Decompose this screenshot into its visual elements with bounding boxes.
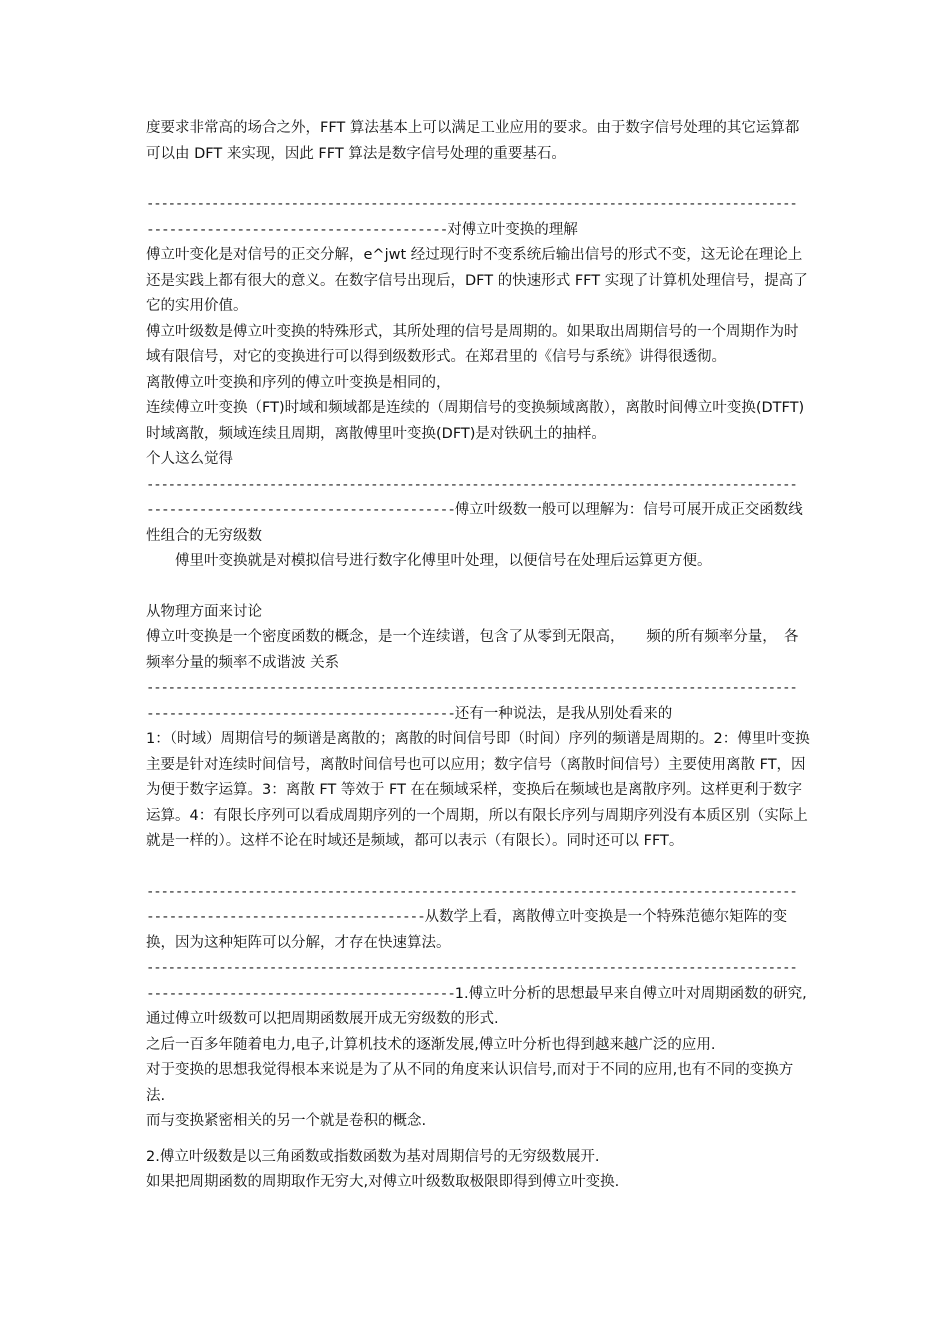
paragraph-fft-intro: 度要求非常高的场合之外，FFT 算法基本上可以满足工业应用的要求。由于数字信号处理的其它运算都可以由 DFT 来实现，因此 FFT 算法是数字信号处理的重要基石。 [146, 120, 800, 162]
paragraph-development: 之后一百多年随着电力,电子,计算机技术的逐渐发展,傅立叶分析也得到越来越广泛的应用. [146, 1036, 716, 1053]
heading-dashes: ------------------------------------- [146, 909, 425, 925]
separator-line: ------------------------------------------------------------------------------------------ [146, 196, 797, 212]
separator-line: ------------------------------------------------------------------------------------------ [146, 476, 797, 493]
section-heading-another-view [146, 702, 812, 728]
heading-dashes: ----------------------------------------- [146, 705, 455, 722]
paragraph-numbered-points: 1：（时域）周期信号的频谱是离散的；离散的时间信号即（时间）序列的频谱是周期的。2：傅里叶变换主要是针对连续时间信号，离散时间信号也可以应用；数字信号（离散时间信号）主要使用离散 FT，因为便于数字运算。3：离散 FT 等效于 FT 在在频域采样，变换后在频域也是离散序列。这样更利于数字运算。4：有限长序列可以看成周期序列的一个周期，所以有限长序列与周期序列没有本质区别（实际上就是一样的）。这样不论在时域还是频域，都可以表示（有限长）。同时还可以 FFT。 [146, 731, 810, 849]
heading-text: 对傅立叶变换的理解 [447, 221, 578, 238]
separator-line: ------------------------------------------------------------------------------------------ [146, 680, 797, 696]
document-page [146, 116, 812, 1196]
section-heading-understanding [146, 218, 812, 244]
paragraph-digitization: 傅里叶变换就是对模拟信号进行数字化傅里叶处理，以便信号在处理后运算更方便。 [175, 553, 712, 569]
heading-text: 傅立叶级数一般可以理解为：信号可展开成正交函数线性组合的无穷级数 [146, 502, 803, 544]
heading-text: 还有一种说法，是我从别处看来的 [454, 705, 673, 722]
paragraph-fourier-series: 傅立叶级数是傅立叶变换的特殊形式，其所处理的信号是周期的。如果取出周期信号的一个周期作为时域有限信号，对它的变换进行可以得到级数形式。在郑君里的《信号与系统》讲得很透彻。 [146, 323, 799, 365]
section-heading-history [146, 982, 812, 1033]
section-heading-series [146, 498, 812, 549]
heading-dashes: ---------------------------------------- [146, 221, 448, 238]
paragraph-limit-transform: 如果把周期函数的周期取作无穷大,对傅立叶级数取极限即得到傅立叶变换. [146, 1174, 620, 1190]
paragraph-series-expansion: 2.傅立叶级数是以三角函数或指数函数为基对周期信号的无穷级数展开. [146, 1148, 600, 1165]
paragraph-convolution: 而与变换紧密相关的另一个就是卷积的概念. [146, 1113, 427, 1129]
paragraph-ft-dtft-dft: 连续傅立叶变换（FT)时域和频域都是连续的（周期信号的变换频域离散），离散时间傅立叶变换(DTFT)时域离散，频域连续且周期，离散傅里叶变换(DFT)是对铁矾土的抽样。 [146, 400, 805, 442]
heading-text: 1.傅立叶分析的思想最早来自傅立叶对周期函数的研究,通过傅立叶级数可以把周期函数展开成无穷级数的形式. [146, 985, 807, 1027]
section-heading-math-view [146, 905, 812, 956]
separator-line: ------------------------------------------------------------------------------------------ [146, 883, 797, 900]
paragraph-orthogonal-decomposition: 傅立叶变化是对信号的正交分解，e^jwt 经过现行时不变系统后输出信号的形式不变，这无论在理论上还是实践上都有很大的意义。在数字信号出现后，DFT 的快速形式 FFT 实现了计算机处理信号，提高了它的实用价值。 [146, 247, 808, 314]
heading-dashes: ----------------------------------------- [146, 985, 455, 1002]
heading-text: 从数学上看，离散傅立叶变换是一个特殊范德尔矩阵的变换，因为这种矩阵可以分解，才存在快速算法。 [146, 909, 788, 951]
separator-line: ------------------------------------------------------------------------------------------ [146, 960, 797, 976]
paragraph-dft-sequence: 离散傅立叶变换和序列的傅立叶变换是相同的， [146, 374, 451, 391]
paragraph-physics-heading: 从物理方面来讨论 [146, 603, 262, 620]
paragraph-transform-idea: 对于变换的思想我觉得根本来说是为了从不同的角度来认识信号,而对于不同的应用,也有不同的变换方法. [146, 1062, 794, 1104]
heading-dashes: ----------------------------------------- [146, 502, 455, 518]
paragraph-density-function: 傅立叶变换是一个密度函数的概念，是一个连续谱，包含了从零到无限高， 频的所有频率分量， 各频率分量的频率不成谐波 关系 [146, 629, 799, 671]
paragraph-personal-opinion: 个人这么觉得 [146, 451, 233, 467]
